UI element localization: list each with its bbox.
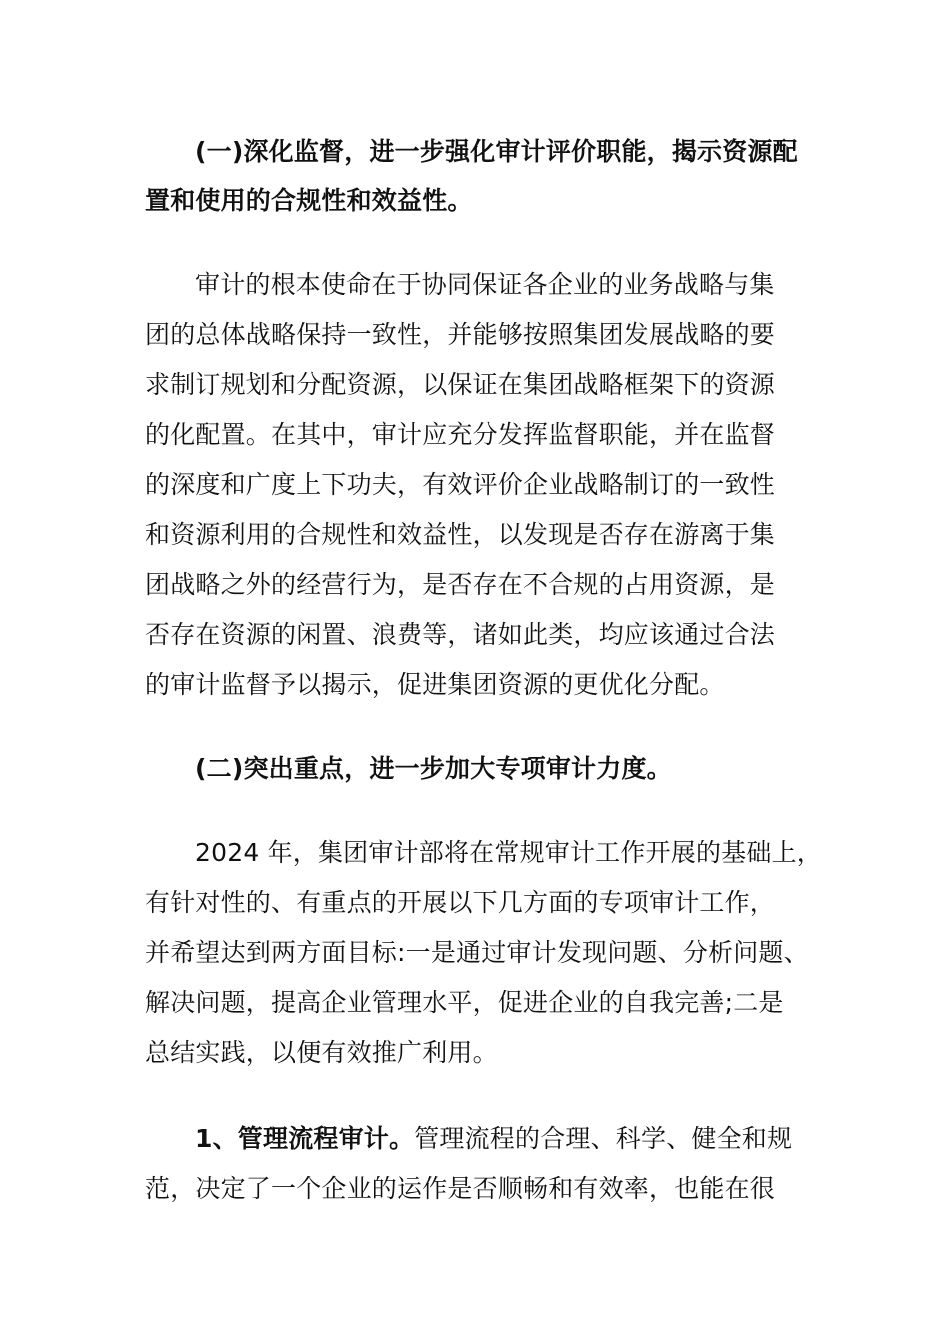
item-1-line-1 <box>195 1124 792 1154</box>
section-heading-1-line-2: 置和使用的合规性和效益性。 <box>145 186 473 215</box>
paragraph-2-line: 总结实践，以便有效推广利用。 <box>145 1038 498 1067</box>
paragraph-1-line: 的深度和广度上下功夫，有效评价企业战略制订的一致性 <box>145 470 776 499</box>
paragraph-1-line: 团战略之外的经营行为，是否存在不合规的占用资源，是 <box>145 570 776 599</box>
item-1-text: 管理流程的合理、科学、健全和规 <box>414 1124 793 1153</box>
item-1-line-2: 范，决定了一个企业的运作是否顺畅和有效率，也能在很 <box>145 1174 776 1203</box>
paragraph-1-line: 和资源利用的合规性和效益性，以发现是否存在游离于集 <box>145 520 776 549</box>
paragraph-1-line: 的化配置。在其中，审计应充分发挥监督职能，并在监督 <box>145 420 776 449</box>
paragraph-1-line: 否存在资源的闲置、浪费等，诸如此类，均应该通过合法 <box>145 620 776 649</box>
paragraph-1-line: 的审计监督予以揭示，促进集团资源的更优化分配。 <box>145 670 725 699</box>
paragraph-2-line: 2024 年，集团审计部将在常规审计工作开展的基础上， <box>195 838 822 867</box>
section-heading-2: (二)突出重点，进一步加大专项审计力度。 <box>195 754 672 783</box>
paragraph-2-line: 有针对性的、有重点的开展以下几方面的专项审计工作， <box>145 888 776 917</box>
section-heading-1-line-1: (一)深化监督，进一步强化审计评价职能，揭示资源配 <box>195 137 798 166</box>
item-1-bold-lead: 1、管理流程审计。 <box>195 1124 415 1153</box>
paragraph-2-line: 解决问题，提高企业管理水平，促进企业的自我完善;二是 <box>145 988 784 1017</box>
paragraph-1-line: 求制订规划和分配资源，以保证在集团战略框架下的资源 <box>145 370 776 399</box>
paragraph-2-line: 并希望达到两方面目标:一是通过审计发现问题、分析问题、 <box>145 938 809 967</box>
paragraph-1-line: 审计的根本使命在于协同保证各企业的业务战略与集 <box>195 270 775 299</box>
paragraph-1-line: 团的总体战略保持一致性，并能够按照集团发展战略的要 <box>145 320 776 349</box>
